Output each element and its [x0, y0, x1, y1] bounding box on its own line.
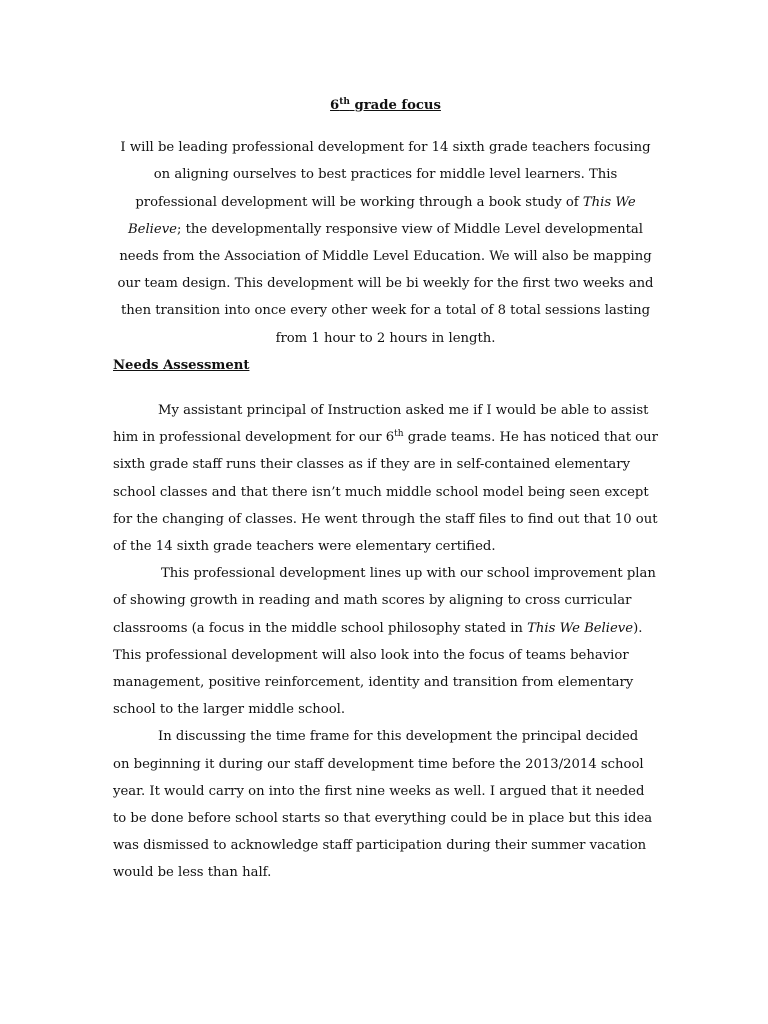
needs-assessment-heading: Needs Assessment — [113, 357, 250, 373]
para2-book-title: This We Believe — [527, 620, 634, 636]
needs-paragraph-3: In discussing the time frame for this development the principal decided on beginning it during our staff development time before the 2013/2014 school year. It would carry on into the first nine weeks as well. I argued that it needed to be done before school starts so that everything could be in place but this idea was dismissed to acknowledge staff participation during their summer vacation would be less than half. — [113, 729, 653, 881]
para2-text-part2: ). This professional development will also look into the focus of teams behavior management, positive reinforcement, identity and transition from elementary school to the larger middle school. — [113, 620, 643, 718]
para2-text-part1: This professional development lines up with our school improvement plan of showing growth in reading and math scores by aligning to cross curricular classrooms (a focus in the middle school philosophy stated in — [113, 566, 656, 636]
title-suffix: grade focus — [349, 98, 441, 113]
document-title — [113, 92, 658, 119]
para1-superscript: th — [394, 429, 404, 440]
title-prefix: 6 — [330, 98, 340, 113]
needs-paragraph-2 — [113, 560, 658, 723]
document-body — [113, 92, 658, 887]
intro-text-part2: ; the developmentally responsive view of Middle Level developmental needs from the Association of Middle Level Education. We will also be mapping our team design. This development will be bi weekly for the first two weeks and then transition into once every other week for a total of 8 total sessions lasting from 1 hour to 2 hours in length. — [117, 221, 654, 346]
title-superscript: th — [339, 97, 350, 107]
intro-book-title: This We Believe — [127, 194, 636, 237]
intro-text-part1: I will be leading professional development for 14 sixth grade teachers focusing on aligning ourselves to best practices for middle level learners. This professional development will be working through a book study of — [120, 140, 651, 210]
needs-paragraph-1 — [113, 397, 658, 560]
para1-text-part2: grade teams. He has noticed that our sixth grade staff runs their classes as if they are in self-contained elementary school classes and that there isn’t much middle school model being seen except for the changing of classes. He went through the staff files to find out that 10 out of the 14 sixth grade teachers were elementary certified. — [113, 430, 658, 555]
intro-paragraph — [113, 134, 658, 352]
para1-text-part1: My assistant principal of Instruction asked me if I would be able to assist him in professional development for our 6 — [113, 403, 649, 446]
